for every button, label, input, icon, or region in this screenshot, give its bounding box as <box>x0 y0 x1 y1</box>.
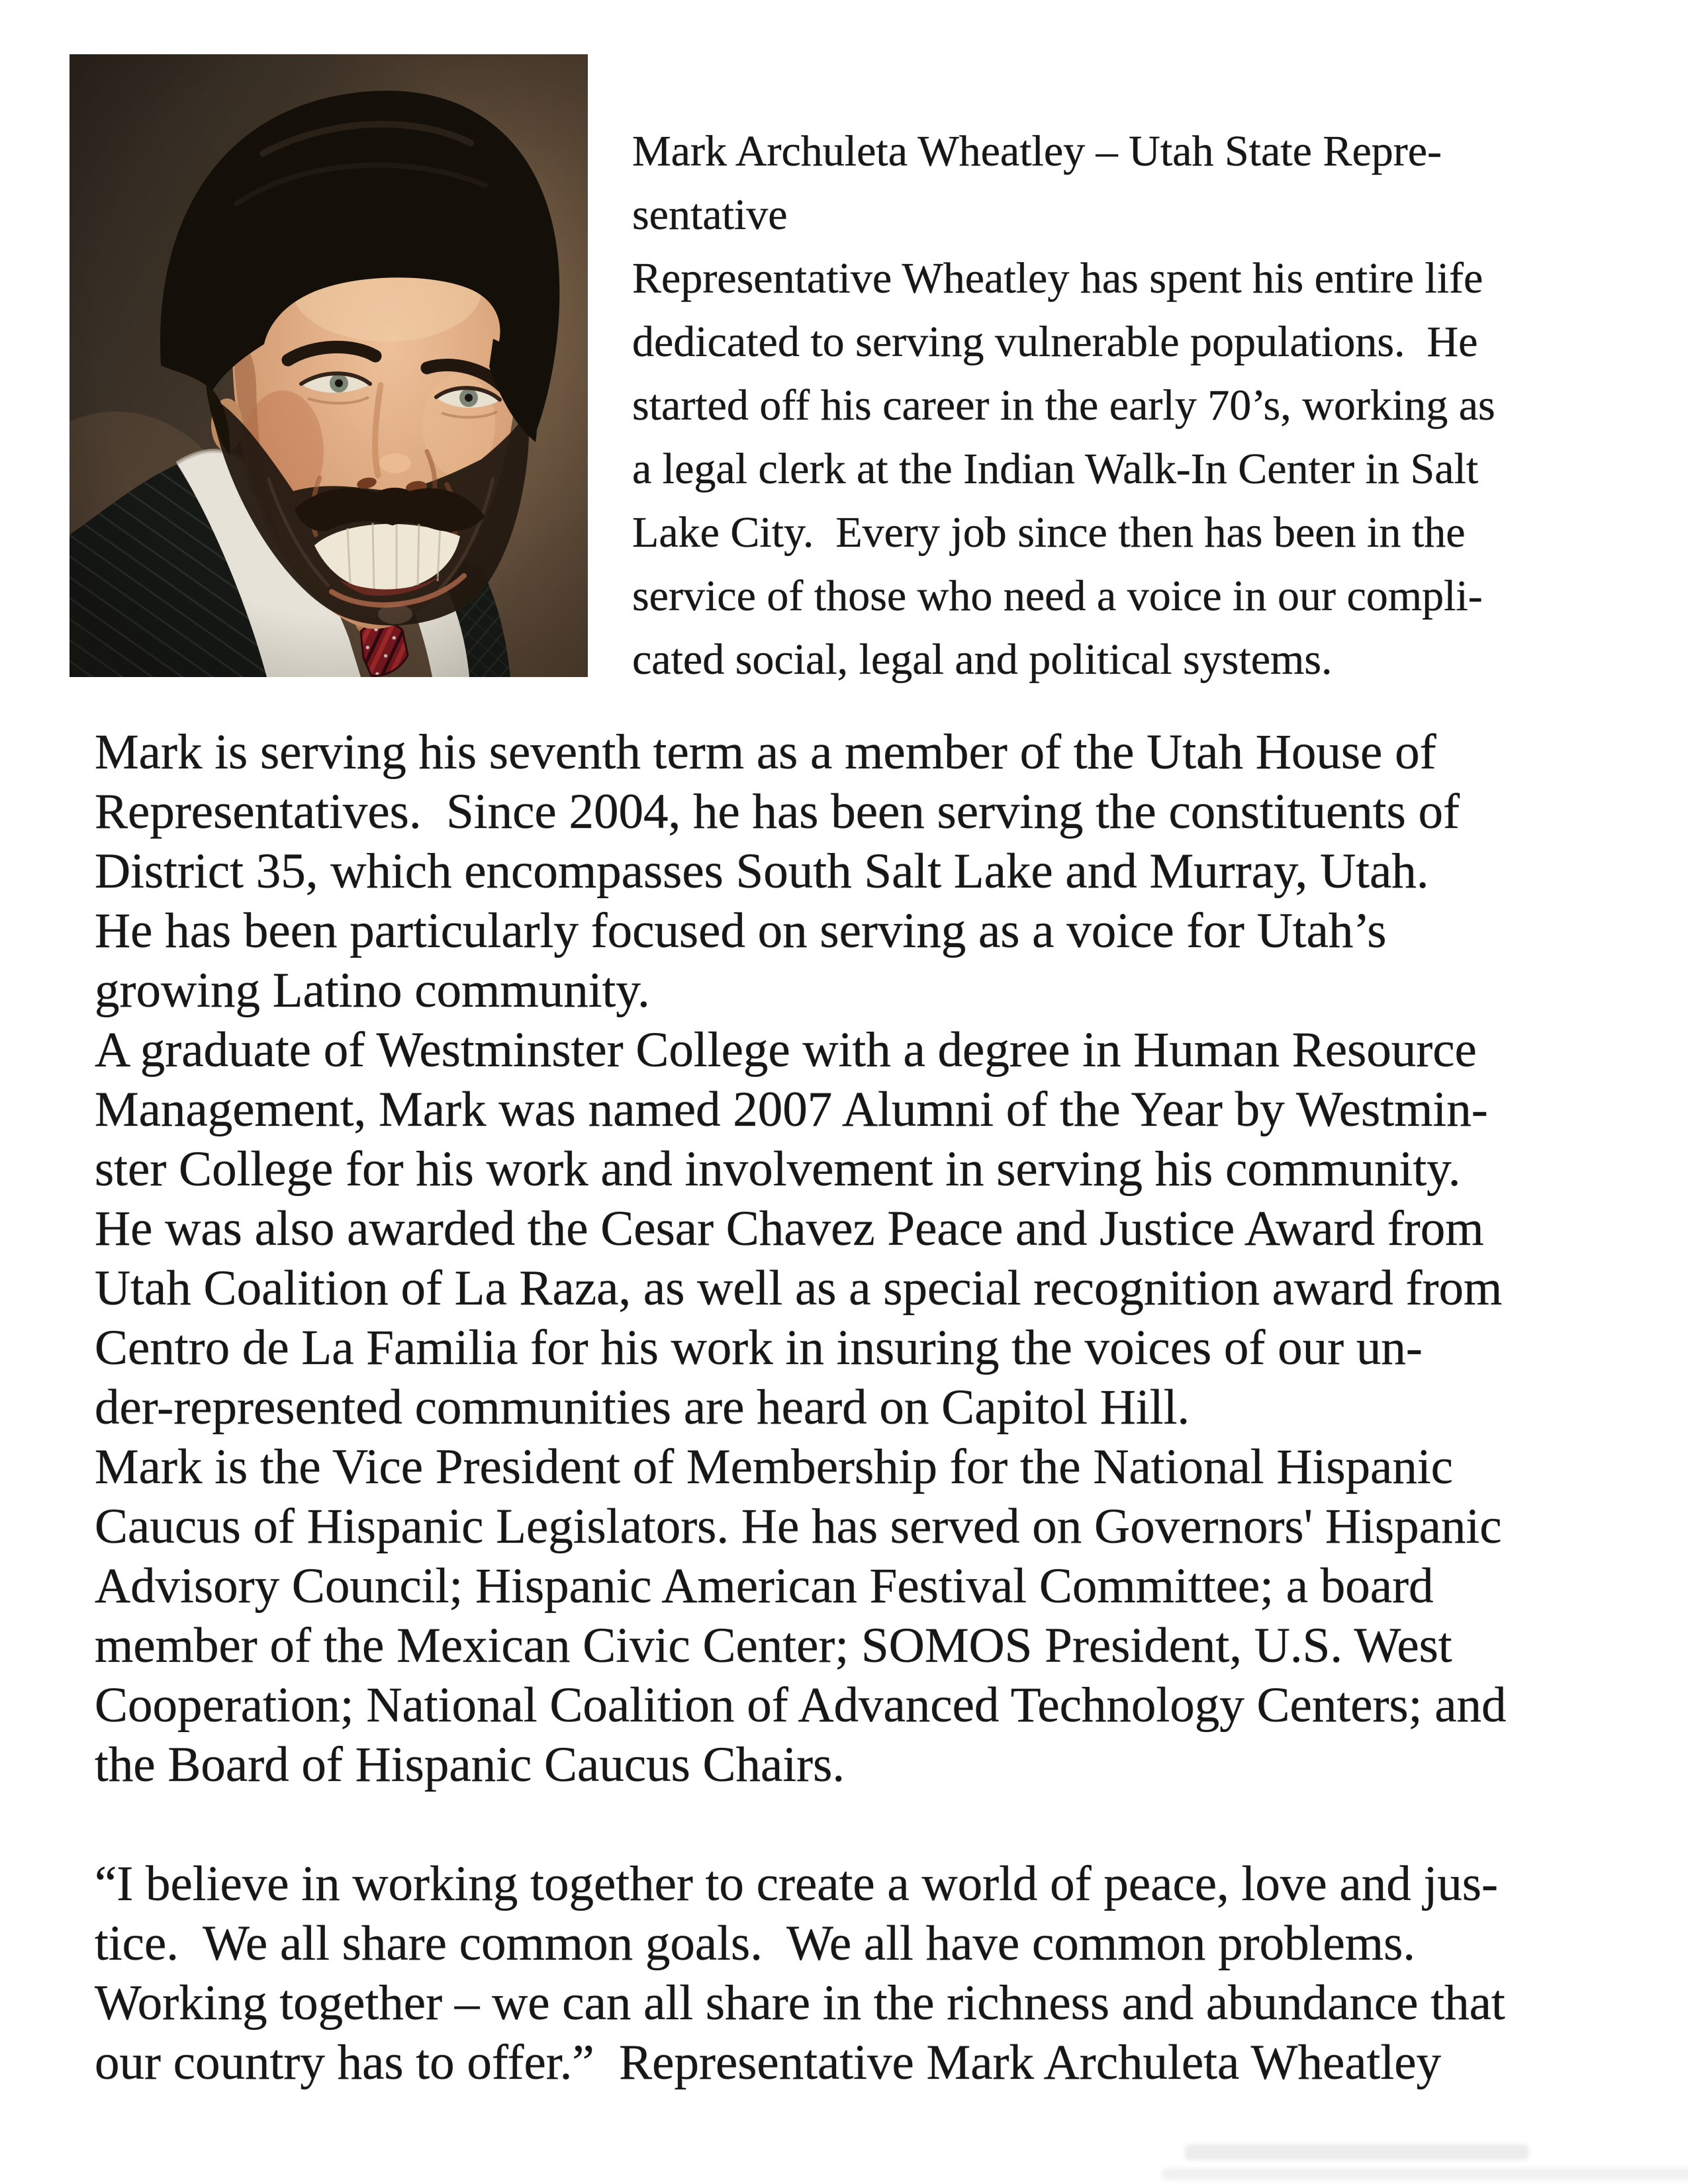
text-line: Mark Archuleta Wheatley – Utah State Repre- <box>632 127 1442 175</box>
text-line: Utah Coalition of La Raza, as well as a special recognition award from <box>95 1261 1503 1316</box>
text-line: our country has to offer.” Representative Mark Archuleta Wheatley <box>95 2035 1442 2090</box>
text-line: Lake City. Every job since then has been in the <box>632 508 1466 557</box>
text-line: Representatives. Since 2004, he has been serving the constituents of <box>95 784 1460 839</box>
text-line: sentative <box>632 191 788 239</box>
portrait-illustration <box>70 54 588 677</box>
intro-text-block <box>632 120 1495 692</box>
text-line: member of the Mexican Civic Center; SOMOS President, U.S. West <box>95 1618 1452 1673</box>
text-line: cated social, legal and political systems. <box>632 635 1333 684</box>
text-line: Caucus of Hispanic Legislators. He has served on Governors' Hispanic <box>95 1499 1502 1554</box>
text-line: “I believe in working together to create a world of peace, love and jus- <box>95 1856 1498 1911</box>
text-line: Cooperation; National Coalition of Advanced Technology Centers; and <box>95 1678 1507 1733</box>
text-line: ster College for his work and involvement in serving his community. <box>95 1142 1461 1197</box>
portrait-photo <box>70 54 588 677</box>
text-line: He was also awarded the Cesar Chavez Peace and Justice Award from <box>95 1201 1484 1256</box>
text-line: Representative Wheatley has spent his entire life <box>632 254 1483 302</box>
text-line: Management, Mark was named 2007 Alumni of the Year by Westmin- <box>95 1082 1488 1137</box>
photo-vignette <box>70 54 588 677</box>
text-line: He has been particularly focused on serving as a voice for Utah’s <box>95 903 1387 958</box>
text-line: a legal clerk at the Indian Walk-In Center in Salt <box>632 445 1479 493</box>
text-line: tice. We all share common goals. We all have common problems. <box>95 1916 1416 1971</box>
text-line: Centro de La Familia for his work in insuring the voices of our un- <box>95 1320 1423 1375</box>
text-line: der-represented communities are heard on Capitol Hill. <box>95 1380 1190 1435</box>
paragraph-memberships <box>95 1437 1506 1795</box>
text-line: A graduate of Westminster College with a degree in Human Resource <box>95 1023 1477 1077</box>
text-line: District 35, which encompasses South Salt Lake and Murray, Utah. <box>95 844 1429 899</box>
scan-artifact <box>1162 2168 1688 2180</box>
paragraph-education-awards <box>95 1021 1506 1437</box>
body-text-block <box>95 723 1506 2093</box>
text-line: Mark is the Vice President of Membership for the National Hispanic <box>95 1439 1453 1494</box>
text-line: Mark is serving his seventh term as a member of the Utah House of <box>95 725 1436 780</box>
text-line: growing Latino community. <box>95 963 650 1018</box>
scan-artifact <box>1185 2144 1529 2160</box>
text-line: service of those who need a voice in our compli- <box>632 572 1483 620</box>
text-line: Working together – we can all share in the richness and abundance that <box>95 1976 1505 2030</box>
paragraph-quote <box>95 1854 1506 2093</box>
text-line: dedicated to serving vulnerable populations. He <box>632 318 1478 366</box>
paragraph-house-terms <box>95 723 1506 1021</box>
paragraph-spacer <box>95 1795 1506 1854</box>
text-line: Advisory Council; Hispanic American Festival Committee; a board <box>95 1559 1434 1614</box>
text-line: the Board of Hispanic Caucus Chairs. <box>95 1737 845 1792</box>
text-line: started off his career in the early 70’s, working as <box>632 381 1495 430</box>
